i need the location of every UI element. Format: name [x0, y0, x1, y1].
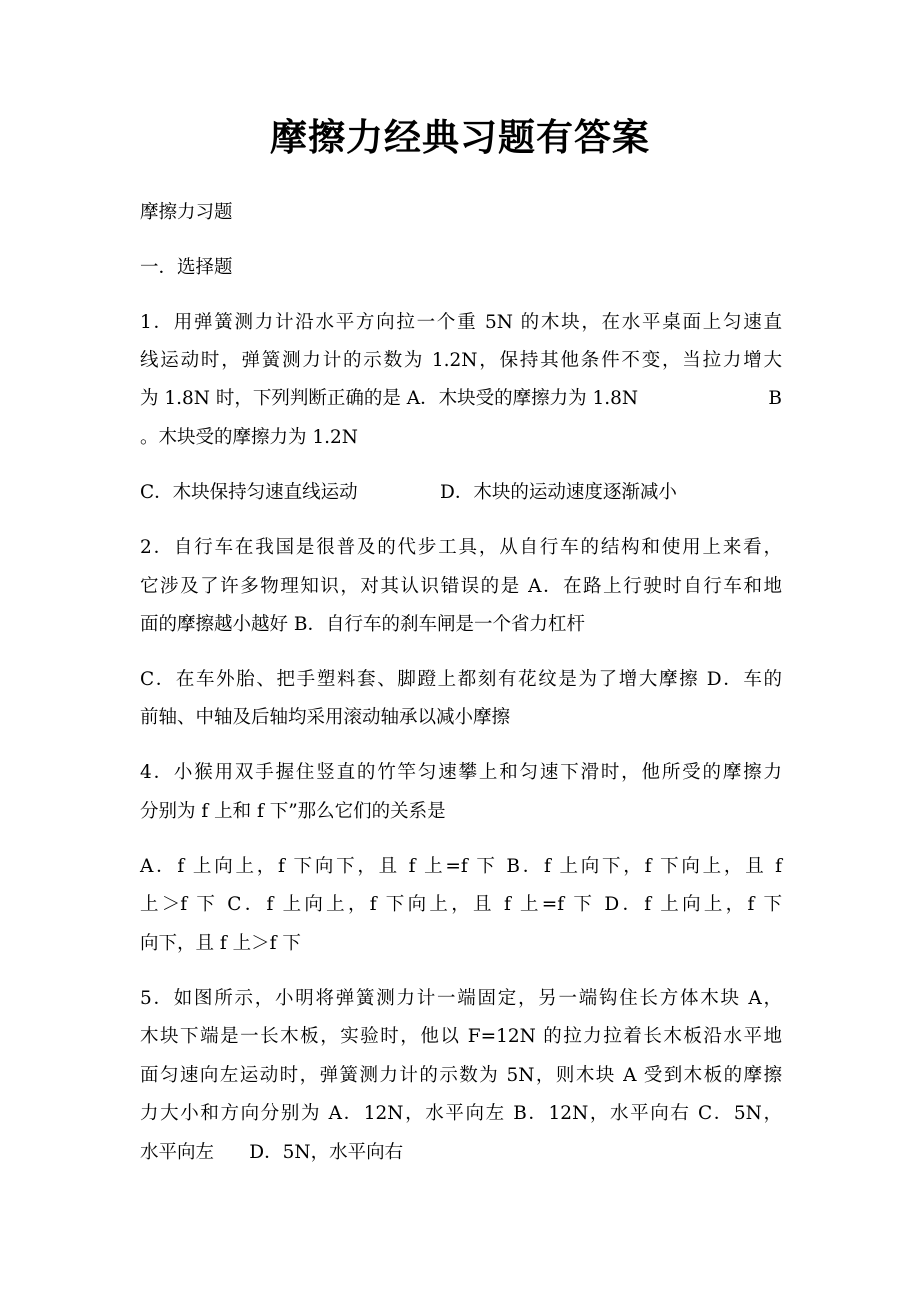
question-5-line-3: 面匀速向左运动时，弹簧测力计的示数为 5N，则木块 A 受到木板的摩擦: [140, 1065, 782, 1086]
question-1-option-a: 为 1.8N 时，下列判断正确的是 A．木块受的摩擦力为 1.8N: [140, 388, 639, 409]
question-1-line-3: [140, 380, 782, 418]
question-1-line-4: 。木块受的摩擦力为 1.2N: [140, 427, 358, 448]
question-2-line-3: 面的摩擦越小越好 B．自行车的刹车闸是一个省力杠杆: [140, 614, 585, 635]
question-4-line-5: 向下，且 f 上＞f 下: [140, 933, 301, 954]
section-heading: 一．选择题: [140, 257, 233, 278]
question-5-line-1: 5．如图所示，小明将弹簧测力计一端固定，另一端钩住长方体木块 A，: [140, 988, 782, 1009]
question-5-line-2: 木块下端是一长木板，实验时，他以 F=12N 的拉力拉着长木板沿水平地: [140, 1026, 782, 1047]
question-1-line-1: 1．用弹簧测力计沿水平方向拉一个重 5N 的木块，在水平桌面上匀速直: [140, 312, 782, 333]
question-4-line-3: A．f 上向上，f 下向下，且 f 上=f 下 B．f 上向下，f 下向上，且 f: [140, 856, 782, 877]
question-5-line-4: 力大小和方向分别为 A．12N，水平向左 B．12N，水平向右 C．5N，: [140, 1103, 782, 1124]
question-1-options-cd: C．木块保持匀速直线运动 D．木块的运动速度逐渐减小: [140, 482, 677, 503]
subtitle: 摩擦力习题: [140, 202, 233, 223]
question-1-line-2: 线运动时，弹簧测力计的示数为 1.2N，保持其他条件不变，当拉力增大: [140, 350, 782, 371]
question-2-line-4: C．在车外胎、把手塑料套、脚蹬上都刻有花纹是为了增大摩擦 D．车的: [140, 669, 782, 690]
question-2-line-1: 2．自行车在我国是很普及的代步工具，从自行车的结构和使用上来看，: [140, 537, 782, 558]
document-title: 摩擦力经典习题有答案: [270, 116, 650, 159]
question-4-line-2: 分别为 f 上和 f 下”那么它们的关系是: [140, 801, 446, 822]
question-5-line-5: 水平向左 D．5N，水平向右: [140, 1142, 404, 1163]
question-1-option-b-label: B: [768, 388, 782, 409]
question-4-line-4: 上＞f 下 C．f 上向上，f 下向上，且 f 上=f 下 D．f 上向上，f 下: [140, 894, 782, 915]
question-4-line-1: 4．小猴用双手握住竖直的竹竿匀速攀上和匀速下滑时，他所受的摩擦力: [140, 762, 782, 783]
question-2-line-5: 前轴、中轴及后轴均采用滚动轴承以减小摩擦: [140, 707, 511, 728]
question-2-line-2: 它涉及了许多物理知识，对其认识错误的是 A．在路上行驶时自行车和地: [140, 576, 782, 597]
